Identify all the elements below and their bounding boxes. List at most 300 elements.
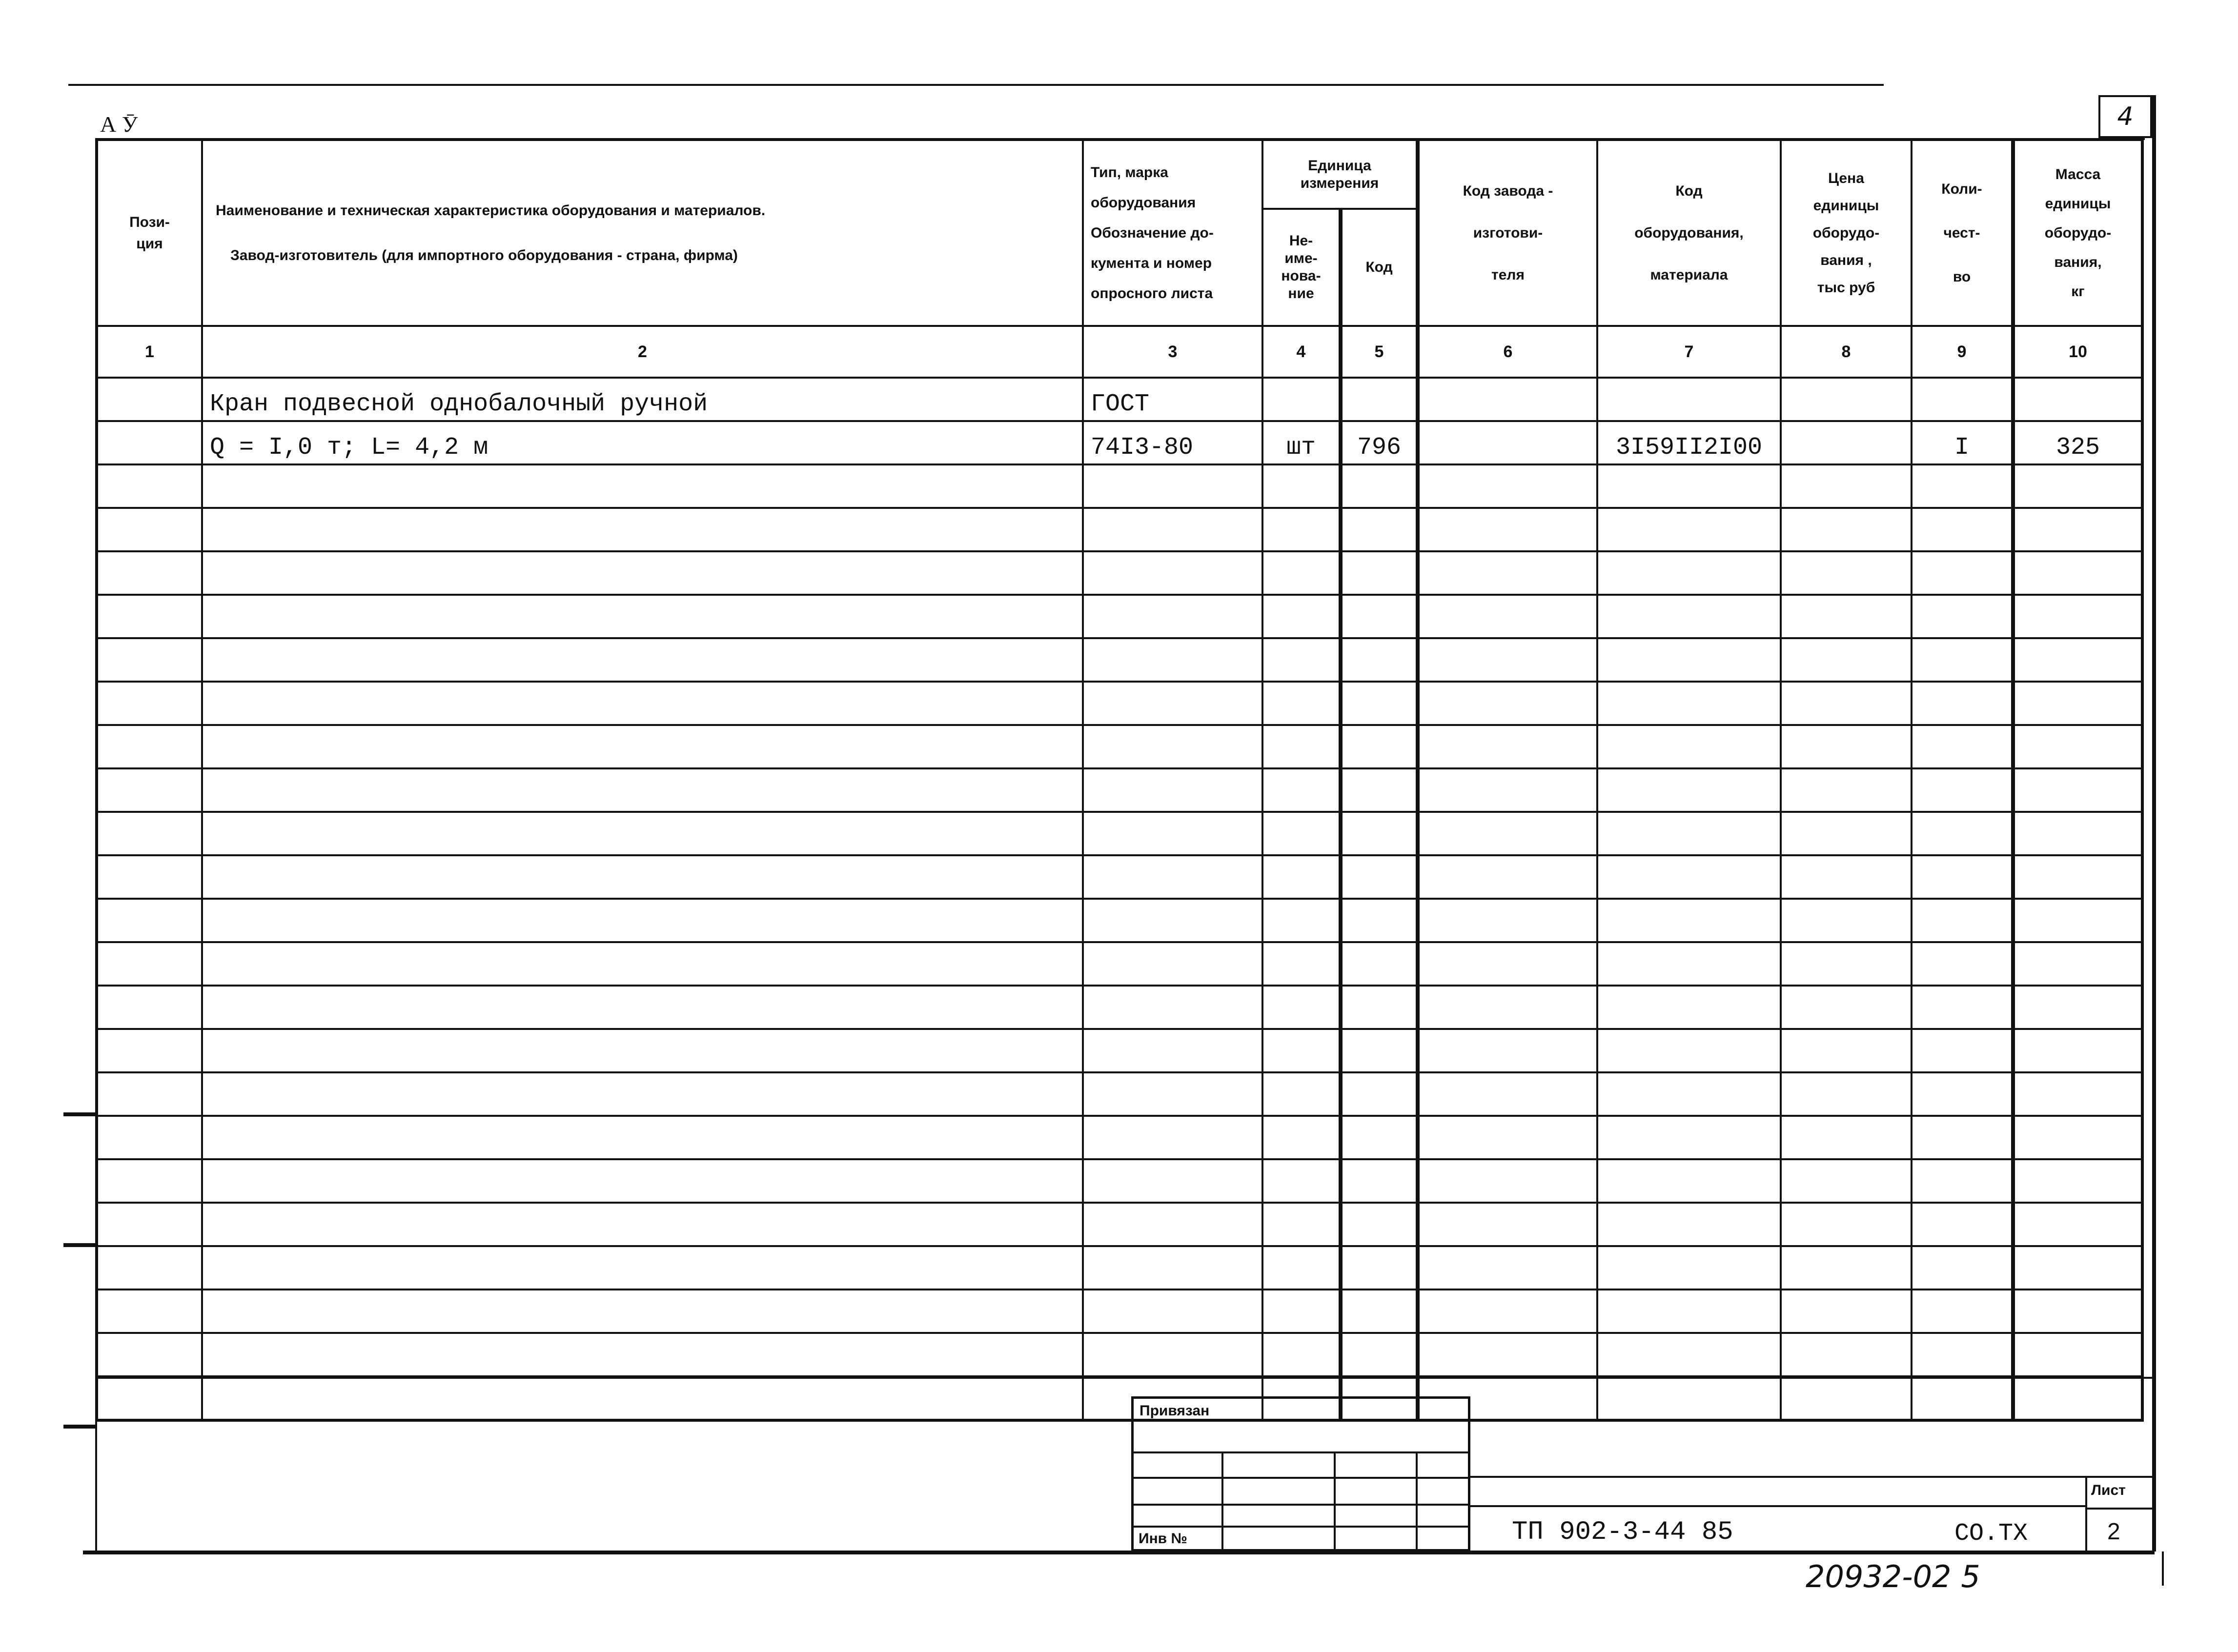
- attached-block: [1131, 1396, 1470, 1551]
- empty-cell: [97, 899, 202, 942]
- empty-cell: [1262, 1072, 1341, 1116]
- cell-qty: I: [1912, 421, 2013, 464]
- empty-cell: [1083, 942, 1262, 986]
- empty-cell: [1597, 508, 1781, 551]
- sheet-number: 2: [2107, 1519, 2120, 1545]
- specification-table: [95, 138, 2144, 1422]
- top-rule: [68, 84, 1884, 86]
- empty-cell: [202, 942, 1083, 986]
- cell-equip-code: [1597, 378, 1781, 421]
- column-number: 3: [1083, 326, 1262, 378]
- empty-cell: [202, 768, 1083, 812]
- empty-cell: [1083, 986, 1262, 1029]
- empty-cell: [2013, 595, 2142, 638]
- attached-line: [1134, 1526, 1470, 1528]
- table-row-empty: [97, 1289, 2142, 1333]
- empty-cell: [1597, 812, 1781, 855]
- empty-cell: [1597, 725, 1781, 768]
- empty-cell: [1341, 855, 1418, 899]
- empty-cell: [1912, 1376, 2013, 1420]
- empty-cell: [2013, 682, 2142, 725]
- archive-number: 20932-02 5: [1806, 1559, 1980, 1594]
- empty-cell: [97, 812, 202, 855]
- empty-cell: [1262, 551, 1341, 595]
- empty-cell: [1781, 1246, 1912, 1289]
- attached-line: [1134, 1504, 1470, 1506]
- attached-line: [1134, 1451, 1470, 1453]
- empty-cell: [1597, 682, 1781, 725]
- empty-cell: [202, 1203, 1083, 1246]
- header-unit: Единица измерения: [1262, 140, 1418, 209]
- cell-pos: [97, 378, 202, 421]
- empty-cell: [1781, 899, 1912, 942]
- empty-cell: [1597, 768, 1781, 812]
- empty-cell: [1912, 986, 2013, 1029]
- empty-cell: [1781, 725, 1912, 768]
- empty-cell: [202, 725, 1083, 768]
- empty-cell: [1083, 1289, 1262, 1333]
- table-row-empty: [97, 1159, 2142, 1203]
- cell-factory-code: [1418, 378, 1597, 421]
- empty-cell: [202, 464, 1083, 508]
- empty-cell: [2013, 1116, 2142, 1159]
- empty-cell: [1083, 595, 1262, 638]
- empty-cell: [2013, 1289, 2142, 1333]
- empty-cell: [1597, 464, 1781, 508]
- empty-cell: [1912, 725, 2013, 768]
- table-row-empty: [97, 1376, 2142, 1420]
- header-name: [202, 140, 1083, 326]
- empty-cell: [1341, 986, 1418, 1029]
- empty-cell: [1262, 1246, 1341, 1289]
- empty-cell: [1781, 855, 1912, 899]
- empty-cell: [1781, 1203, 1912, 1246]
- empty-cell: [97, 595, 202, 638]
- margin-tick: [63, 1425, 95, 1429]
- empty-cell: [97, 1029, 202, 1072]
- empty-cell: [2013, 638, 2142, 682]
- empty-cell: [1341, 1333, 1418, 1376]
- header-type: Тип, марка оборудования Обозначение до- кумента и номер опросного листа: [1083, 140, 1262, 326]
- empty-cell: [1912, 1203, 2013, 1246]
- empty-cell: [1912, 942, 2013, 986]
- empty-cell: [1083, 1116, 1262, 1159]
- empty-cell: [202, 595, 1083, 638]
- empty-cell: [97, 464, 202, 508]
- empty-cell: [1262, 508, 1341, 551]
- empty-cell: [1912, 595, 2013, 638]
- empty-cell: [1597, 1246, 1781, 1289]
- empty-cell: [1418, 1289, 1597, 1333]
- empty-cell: [1262, 638, 1341, 682]
- empty-cell: [1341, 1203, 1418, 1246]
- empty-cell: [1083, 508, 1262, 551]
- empty-cell: [202, 638, 1083, 682]
- table-row-empty: [97, 682, 2142, 725]
- empty-cell: [1083, 768, 1262, 812]
- cell-equip-code: 3I59II2I00: [1597, 421, 1781, 464]
- empty-cell: [1597, 1159, 1781, 1203]
- table-row: [97, 378, 2142, 421]
- empty-cell: [2013, 1246, 2142, 1289]
- empty-cell: [1597, 855, 1781, 899]
- header-price: Цена единицы оборудо- вания , тыс руб: [1781, 140, 1912, 326]
- column-number: 1: [97, 326, 202, 378]
- empty-cell: [97, 1246, 202, 1289]
- cell-price: [1781, 421, 1912, 464]
- empty-cell: [1418, 508, 1597, 551]
- page-number-box: [2098, 95, 2152, 138]
- empty-cell: [1341, 1029, 1418, 1072]
- empty-cell: [1781, 1159, 1912, 1203]
- empty-cell: [1262, 595, 1341, 638]
- empty-cell: [1912, 1116, 2013, 1159]
- empty-cell: [1083, 725, 1262, 768]
- empty-cell: [1597, 1029, 1781, 1072]
- empty-cell: [1912, 899, 2013, 942]
- attached-divider: [1334, 1451, 1336, 1551]
- empty-cell: [2013, 899, 2142, 942]
- empty-cell: [1262, 725, 1341, 768]
- empty-cell: [1418, 855, 1597, 899]
- empty-cell: [1418, 1333, 1597, 1376]
- empty-cell: [1341, 1072, 1418, 1116]
- header-name-line2: Завод-изготовитель (для импортного оборудования - страна, фирма): [230, 247, 738, 263]
- title-block-line: [2085, 1508, 2154, 1510]
- empty-cell: [97, 1072, 202, 1116]
- empty-cell: [1597, 551, 1781, 595]
- empty-cell: [202, 1116, 1083, 1159]
- empty-cell: [2013, 812, 2142, 855]
- empty-cell: [1262, 899, 1341, 942]
- empty-cell: [202, 508, 1083, 551]
- empty-cell: [1341, 768, 1418, 812]
- empty-cell: [1418, 1029, 1597, 1072]
- empty-cell: [1781, 595, 1912, 638]
- title-block-top: [1470, 1476, 2154, 1478]
- empty-cell: [2013, 1072, 2142, 1116]
- empty-cell: [1912, 768, 2013, 812]
- empty-cell: [1341, 508, 1418, 551]
- empty-cell: [202, 682, 1083, 725]
- cell-name: Q = I,0 т; L= 4,2 м: [202, 421, 1083, 464]
- empty-cell: [1597, 595, 1781, 638]
- empty-cell: [1083, 1203, 1262, 1246]
- empty-cell: [1597, 1333, 1781, 1376]
- empty-cell: [1781, 508, 1912, 551]
- table-row-empty: [97, 508, 2142, 551]
- cell-factory-code: [1418, 421, 1597, 464]
- empty-cell: [2013, 986, 2142, 1029]
- empty-cell: [1418, 551, 1597, 595]
- empty-cell: [1083, 812, 1262, 855]
- document-mark: СО.ТХ: [1954, 1520, 2028, 1548]
- empty-cell: [1083, 899, 1262, 942]
- cell-qty: [1912, 378, 2013, 421]
- empty-cell: [1597, 638, 1781, 682]
- empty-cell: [2013, 551, 2142, 595]
- empty-cell: [2013, 1376, 2142, 1420]
- empty-cell: [1341, 812, 1418, 855]
- empty-cell: [2013, 1333, 2142, 1376]
- empty-cell: [1597, 986, 1781, 1029]
- frame-left: [95, 138, 97, 1553]
- empty-cell: [97, 1203, 202, 1246]
- title-block-divider: [2085, 1476, 2087, 1551]
- empty-cell: [1418, 464, 1597, 508]
- empty-cell: [1418, 1203, 1597, 1246]
- empty-cell: [1912, 464, 2013, 508]
- header-factory-code: Код завода - изготови- теля: [1418, 140, 1597, 326]
- empty-cell: [1912, 638, 2013, 682]
- header-mass: Масса единицы оборудо- вания, кг: [2013, 140, 2142, 326]
- frame-right-tick: [2162, 1551, 2164, 1586]
- empty-cell: [1912, 551, 2013, 595]
- empty-cell: [1341, 464, 1418, 508]
- table-row-empty: [97, 595, 2142, 638]
- empty-cell: [1597, 1116, 1781, 1159]
- empty-cell: [1912, 508, 2013, 551]
- empty-cell: [2013, 768, 2142, 812]
- empty-cell: [97, 942, 202, 986]
- empty-cell: [1418, 986, 1597, 1029]
- empty-cell: [1781, 1116, 1912, 1159]
- empty-cell: [1781, 1376, 1912, 1420]
- empty-cell: [1083, 1072, 1262, 1116]
- column-number: 2: [202, 326, 1083, 378]
- table-row-empty: [97, 638, 2142, 682]
- empty-cell: [97, 682, 202, 725]
- empty-cell: [1262, 1333, 1341, 1376]
- table-row-empty: [97, 768, 2142, 812]
- cell-type: ГОСТ: [1083, 378, 1262, 421]
- empty-cell: [202, 1072, 1083, 1116]
- empty-cell: [1597, 899, 1781, 942]
- empty-cell: [2013, 1029, 2142, 1072]
- empty-cell: [97, 725, 202, 768]
- empty-cell: [1341, 1116, 1418, 1159]
- empty-cell: [1781, 986, 1912, 1029]
- empty-cell: [1083, 1159, 1262, 1203]
- empty-cell: [1912, 682, 2013, 725]
- cell-unit-code: [1341, 378, 1418, 421]
- empty-cell: [1781, 768, 1912, 812]
- empty-cell: [97, 855, 202, 899]
- empty-cell: [97, 986, 202, 1029]
- empty-cell: [97, 1376, 202, 1420]
- empty-cell: [1418, 942, 1597, 986]
- empty-cell: [1262, 986, 1341, 1029]
- empty-cell: [1083, 1333, 1262, 1376]
- table-row-empty: [97, 899, 2142, 942]
- header-name-line1: Наименование и техническая характеристика оборудования и материалов.: [216, 202, 766, 219]
- frame-right: [2152, 95, 2156, 1551]
- table-row-empty: [97, 855, 2142, 899]
- empty-cell: [2013, 508, 2142, 551]
- empty-cell: [97, 508, 202, 551]
- empty-cell: [1912, 1029, 2013, 1072]
- cell-price: [1781, 378, 1912, 421]
- empty-cell: [1341, 551, 1418, 595]
- empty-cell: [1083, 855, 1262, 899]
- empty-cell: [2013, 725, 2142, 768]
- empty-cell: [1912, 1289, 2013, 1333]
- empty-cell: [1262, 942, 1341, 986]
- column-number: 8: [1781, 326, 1912, 378]
- attached-line: [1134, 1477, 1470, 1479]
- table-row-empty: [97, 725, 2142, 768]
- empty-cell: [1912, 1246, 2013, 1289]
- table-row-empty: [97, 464, 2142, 508]
- empty-cell: [1262, 1203, 1341, 1246]
- empty-cell: [1083, 638, 1262, 682]
- empty-cell: [1418, 1159, 1597, 1203]
- empty-cell: [1597, 1072, 1781, 1116]
- margin-tick: [63, 1112, 95, 1116]
- header-unit-code: Код: [1341, 209, 1418, 326]
- cell-unit-name: шт: [1262, 421, 1341, 464]
- header-position: Пози- ция: [97, 140, 202, 326]
- column-number: 9: [1912, 326, 2013, 378]
- empty-cell: [1781, 1289, 1912, 1333]
- page-number: 4: [2117, 102, 2134, 131]
- empty-cell: [1418, 1072, 1597, 1116]
- empty-cell: [1341, 1159, 1418, 1203]
- empty-cell: [1418, 768, 1597, 812]
- empty-cell: [97, 1116, 202, 1159]
- table-row-empty: [97, 1029, 2142, 1072]
- empty-cell: [2013, 1159, 2142, 1203]
- attached-divider: [1221, 1451, 1223, 1551]
- empty-cell: [1781, 682, 1912, 725]
- empty-cell: [1597, 1376, 1781, 1420]
- empty-cell: [1912, 1072, 2013, 1116]
- header-quantity: Коли- чест- во: [1912, 140, 2013, 326]
- attached-label: Привязан: [1139, 1403, 1210, 1419]
- table-row-empty: [97, 812, 2142, 855]
- column-number: 6: [1418, 326, 1597, 378]
- empty-cell: [1083, 464, 1262, 508]
- empty-cell: [2013, 1203, 2142, 1246]
- corner-mark-left: А Ӯ: [100, 112, 138, 137]
- empty-cell: [202, 1289, 1083, 1333]
- empty-cell: [1912, 812, 2013, 855]
- empty-cell: [1912, 855, 2013, 899]
- empty-cell: [1262, 682, 1341, 725]
- cell-mass: 325: [2013, 421, 2142, 464]
- attached-divider: [1416, 1451, 1418, 1551]
- empty-cell: [1341, 899, 1418, 942]
- empty-cell: [1341, 682, 1418, 725]
- empty-cell: [1341, 725, 1418, 768]
- empty-cell: [1262, 1029, 1341, 1072]
- empty-cell: [1262, 1289, 1341, 1333]
- table-row-empty: [97, 942, 2142, 986]
- empty-cell: [1262, 464, 1341, 508]
- cell-name: Кран подвесной однобалочный ручной: [202, 378, 1083, 421]
- empty-cell: [1083, 1029, 1262, 1072]
- empty-cell: [1781, 464, 1912, 508]
- table-row-empty: [97, 1246, 2142, 1289]
- column-numbers-row: [97, 326, 2142, 378]
- empty-cell: [1781, 638, 1912, 682]
- empty-cell: [1597, 1203, 1781, 1246]
- table-row-empty: [97, 986, 2142, 1029]
- empty-cell: [97, 551, 202, 595]
- cell-unit-code: 796: [1341, 421, 1418, 464]
- empty-cell: [202, 855, 1083, 899]
- empty-cell: [97, 1289, 202, 1333]
- empty-cell: [1341, 595, 1418, 638]
- empty-cell: [1262, 768, 1341, 812]
- empty-cell: [1912, 1333, 2013, 1376]
- cell-unit-name: [1262, 378, 1341, 421]
- empty-cell: [1781, 1072, 1912, 1116]
- empty-cell: [1262, 1116, 1341, 1159]
- frame-bottom-table: [95, 1377, 2152, 1379]
- table-row-empty: [97, 551, 2142, 595]
- table-row-empty: [97, 1333, 2142, 1376]
- empty-cell: [1341, 638, 1418, 682]
- empty-cell: [202, 812, 1083, 855]
- empty-cell: [1262, 1159, 1341, 1203]
- empty-cell: [202, 1159, 1083, 1203]
- margin-tick: [63, 1243, 95, 1247]
- empty-cell: [1262, 812, 1341, 855]
- header-equipment-code: Код оборудования, материала: [1597, 140, 1781, 326]
- empty-cell: [1597, 942, 1781, 986]
- empty-cell: [1418, 899, 1597, 942]
- empty-cell: [202, 1376, 1083, 1420]
- empty-cell: [202, 899, 1083, 942]
- column-number: 7: [1597, 326, 1781, 378]
- empty-cell: [97, 1159, 202, 1203]
- table-row-empty: [97, 1203, 2142, 1246]
- empty-cell: [202, 551, 1083, 595]
- document-code: ТП 902-3-44 85: [1512, 1517, 1733, 1547]
- empty-cell: [202, 1333, 1083, 1376]
- title-block-line: [1470, 1505, 2085, 1507]
- empty-cell: [202, 1246, 1083, 1289]
- empty-cell: [1341, 1289, 1418, 1333]
- empty-cell: [1912, 1159, 2013, 1203]
- empty-cell: [2013, 855, 2142, 899]
- empty-cell: [2013, 464, 2142, 508]
- cell-pos: [97, 421, 202, 464]
- empty-cell: [97, 768, 202, 812]
- empty-cell: [1262, 855, 1341, 899]
- empty-cell: [1083, 682, 1262, 725]
- cell-type: 74I3-80: [1083, 421, 1262, 464]
- empty-cell: [1418, 638, 1597, 682]
- empty-cell: [1781, 812, 1912, 855]
- empty-cell: [1781, 1029, 1912, 1072]
- empty-cell: [202, 1029, 1083, 1072]
- table-row: [97, 421, 2142, 464]
- empty-cell: [1418, 1116, 1597, 1159]
- empty-cell: [202, 986, 1083, 1029]
- empty-cell: [1597, 1289, 1781, 1333]
- empty-cell: [97, 1333, 202, 1376]
- sheet-label: Лист: [2091, 1482, 2126, 1498]
- empty-cell: [1418, 812, 1597, 855]
- frame-bottom: [83, 1551, 2155, 1554]
- inventory-number-label: Инв №: [1139, 1531, 1187, 1547]
- empty-cell: [1781, 1333, 1912, 1376]
- empty-cell: [2013, 942, 2142, 986]
- column-number: 10: [2013, 326, 2142, 378]
- empty-cell: [1781, 942, 1912, 986]
